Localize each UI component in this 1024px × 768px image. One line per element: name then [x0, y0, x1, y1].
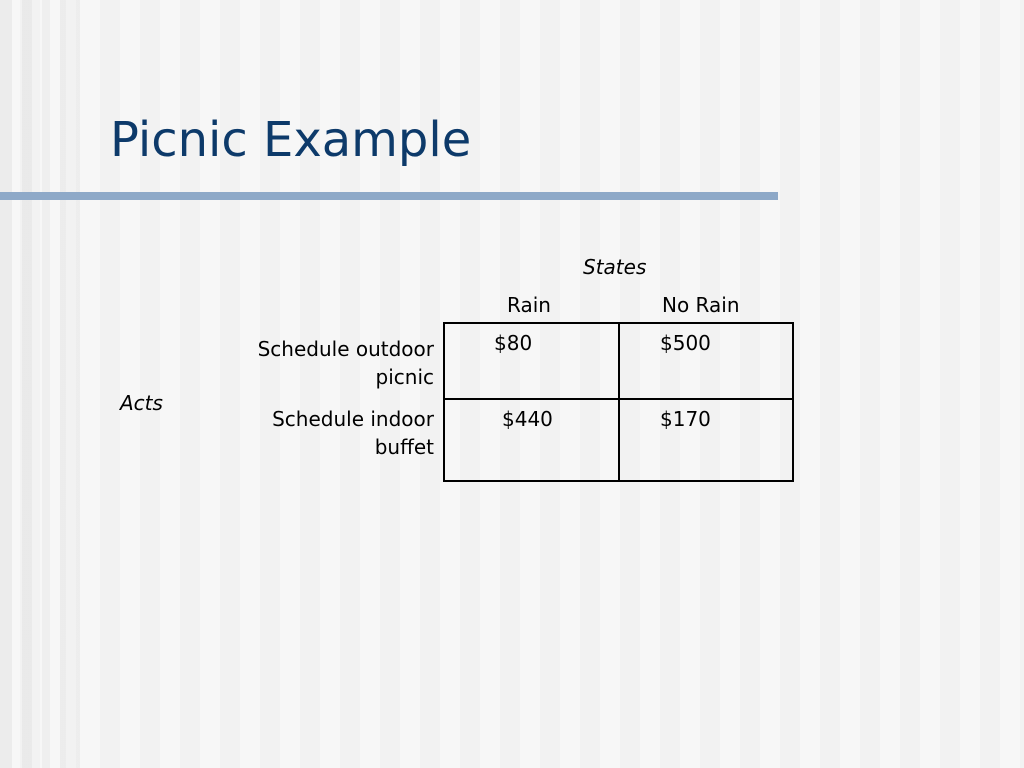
cell-outdoor-rain: $80: [494, 331, 533, 355]
row-label-outdoor-line2: picnic: [375, 365, 434, 389]
cell-outdoor-no-rain: $500: [660, 331, 711, 355]
slide-title: Picnic Example: [110, 112, 472, 168]
row-label-indoor-line2: buffet: [374, 435, 434, 459]
states-label: States: [583, 255, 647, 279]
row-label-outdoor-line1: Schedule outdoor: [257, 337, 434, 361]
title-underline-rule: [0, 192, 778, 200]
acts-label: Acts: [120, 391, 163, 415]
payoff-table-column-divider: [618, 322, 620, 482]
column-header-rain: Rain: [507, 293, 551, 317]
column-header-no-rain: No Rain: [662, 293, 740, 317]
payoff-table-row-divider: [443, 398, 794, 400]
cell-indoor-rain: $440: [502, 407, 553, 431]
cell-indoor-no-rain: $170: [660, 407, 711, 431]
row-label-indoor-line1: Schedule indoor: [272, 407, 434, 431]
